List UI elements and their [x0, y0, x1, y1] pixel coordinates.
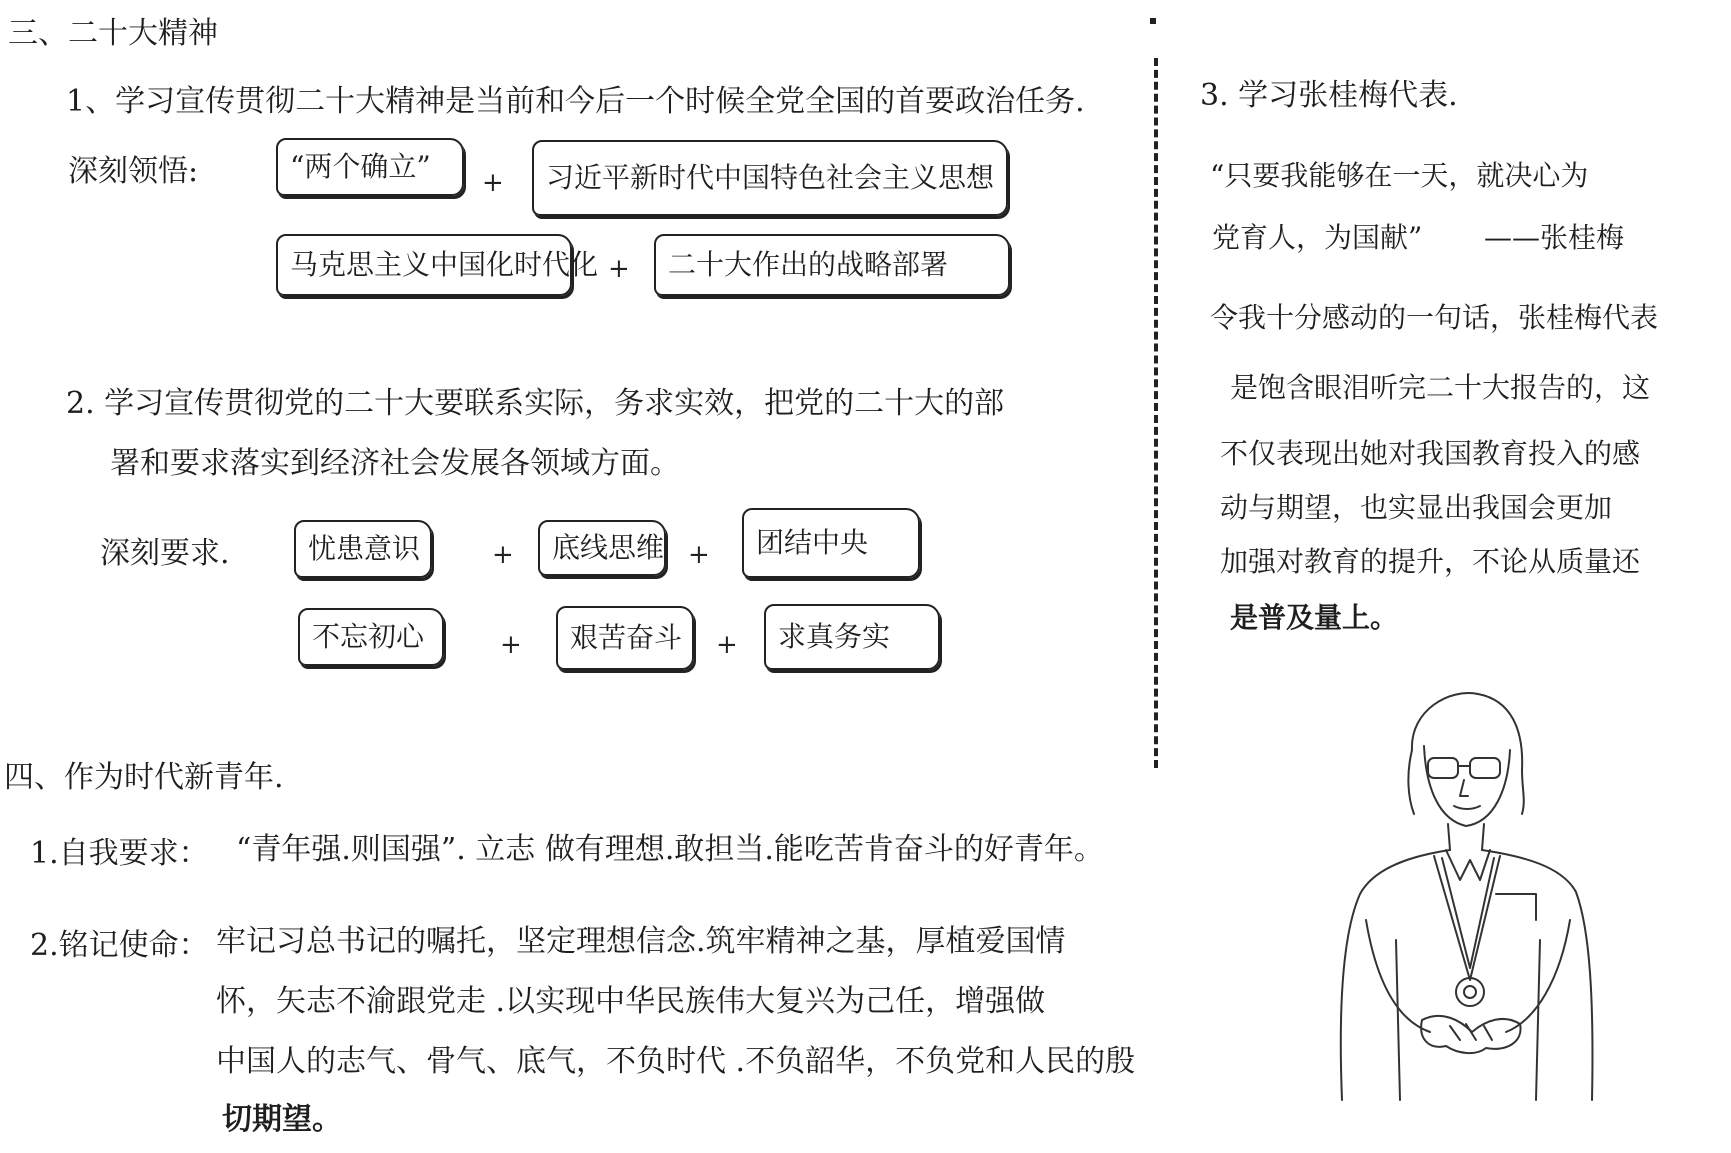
section-3-item-1: 1、学习宣传贯彻二十大精神是当前和今后一个时候全党全国的首要政治任务. [66, 84, 1085, 119]
sidebar-quote-line-2: 党育人，为国献” [1212, 221, 1423, 254]
box-requirement: 不忘初心 [298, 608, 444, 666]
sidebar-body-line: 加强对教育的提升，不论从质量还 [1220, 545, 1641, 578]
requirement-label: 深刻要求. [100, 536, 230, 571]
section-4-heading: 四、作为时代新青年. [4, 760, 284, 795]
section-4-item-1-label: 1.自我要求： [30, 836, 209, 871]
section-3-item-2-line-1: 2. 学习宣传贯彻党的二十大要联系实际，务求实效，把党的二十大的部 [66, 386, 1005, 421]
plus-sign: + [492, 540, 514, 570]
section-4-item-1-text: “青年强.则国强”. 立志 做有理想.敢担当.能吃苦肯奋斗的好青年。 [236, 832, 1104, 867]
box-requirement: 团结中央 [742, 508, 920, 578]
plus-sign: + [500, 630, 522, 660]
section-4-item-2-line-1: 牢记习总书记的嘱托，坚定理想信念.筑牢精神之基，厚植爱国情 [216, 924, 1066, 959]
understanding-label: 深刻领悟: [68, 154, 199, 189]
sidebar-body-line: 是饱含眼泪听完二十大报告的，这 [1230, 371, 1651, 404]
box-two-establishes: “两个确立” [276, 138, 464, 196]
sidebar-body-line: 动与期望，也实显出我国会更加 [1220, 491, 1613, 524]
box-requirement: 艰苦奋斗 [556, 606, 694, 670]
sidebar-body-line: 不仅表现出她对我国教育投入的感 [1220, 437, 1641, 470]
section-4-item-2-line-2: 怀，矢志不渝跟党走 .以实现中华民族伟大复兴为己任，增强做 [216, 984, 1046, 1019]
section-4-item-2-line-4: 切期望。 [222, 1102, 342, 1137]
portrait-sketch [1300, 680, 1600, 1120]
box-requirement: 求真务实 [764, 604, 940, 670]
plus-sign: + [716, 630, 738, 660]
box-marxism-sinicization: 马克思主义中国化时代化 [276, 234, 572, 296]
sidebar-quote-line-1: “只要我能够在一天，就决心为 [1210, 159, 1589, 192]
sidebar-attribution: ——张桂梅 [1484, 221, 1625, 254]
box-xi-thought: 习近平新时代中国特色社会主义思想 [532, 140, 1008, 216]
section-4-item-2-label: 2.铭记使命： [30, 928, 209, 963]
plus-sign: + [688, 540, 710, 570]
plus-sign: + [482, 168, 504, 198]
plus-sign: + [608, 254, 630, 284]
box-requirement: 忧患意识 [294, 520, 432, 578]
section-4-item-2-line-3: 中国人的志气、骨气、底气，不负时代 .不负韶华，不负党和人民的殷 [216, 1044, 1136, 1079]
section-3-item-2-line-2: 署和要求落实到经济社会发展各领域方面。 [110, 446, 680, 481]
divider-dot [1150, 18, 1156, 24]
column-divider [1154, 58, 1158, 768]
sidebar-title: 3. 学习张桂梅代表. [1200, 78, 1458, 113]
box-strategic-deployment: 二十大作出的战略部署 [654, 234, 1010, 296]
sidebar-body-line: 是普及量上。 [1230, 601, 1399, 634]
section-3-heading: 三、二十大精神 [8, 16, 218, 51]
sidebar-body-line: 令我十分感动的一句话，张桂梅代表 [1210, 301, 1659, 334]
box-requirement: 底线思维 [538, 520, 666, 576]
